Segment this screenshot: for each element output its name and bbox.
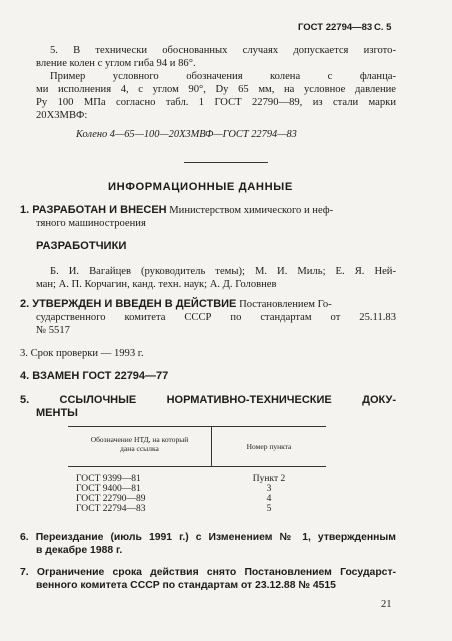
item5-line2: вление колен с углом гиба 94 и 86°.: [36, 58, 196, 69]
info-section2-head: 2. УТВЕРЖДЕН И ВВЕДЕН В ДЕЙСТВИЕ: [20, 298, 237, 310]
developers-heading: РАЗРАБОТЧИКИ: [36, 240, 127, 252]
table-row-doc: ГОСТ 9399—81: [76, 474, 141, 484]
info-section7-line2: венного комитета СССР по стандартам от 23.12.88 № 4515: [36, 580, 336, 591]
info-section2-line3: № 5517: [36, 325, 70, 336]
example-line2: ми исполнения 4, с углом 90°, Dу 65 мм, на условное давление: [36, 84, 396, 95]
example-designation: Колено 4—65—100—20Х3МВФ—ГОСТ 22794—83: [76, 129, 297, 140]
developers-line1: Б. И. Вагайцев (руководитель темы); М. И. Миль; Е. Я. Ней-: [50, 266, 396, 277]
example-line4: 20Х3МВФ:: [36, 110, 88, 121]
table-row-item: 4: [266, 494, 272, 504]
table-row-item: Пункт 2: [252, 474, 286, 484]
section-divider: [184, 162, 268, 163]
table-row-doc: ГОСТ 9400—81: [76, 484, 141, 494]
info-section2-tail: Постановлением Го-: [239, 299, 332, 310]
table-col2-values: [212, 474, 326, 514]
table-row-doc: ГОСТ 22794—83: [76, 504, 146, 514]
table-row-item: 5: [266, 504, 272, 514]
info-section1-head: 1. РАЗРАБОТАН И ВНЕСЕН: [20, 204, 167, 216]
page-header-gost: ГОСТ 22794—83: [298, 22, 373, 33]
info-section5-line1: 5. ССЫЛОЧНЫЕ НОРМАТИВНО-ТЕХНИЧЕСКИЕ ДОКУ-: [20, 394, 396, 406]
info-section3: 3. Срок проверки — 1993 г.: [20, 348, 144, 359]
info-section4: 4. ВЗАМЕН ГОСТ 22794—77: [20, 370, 169, 382]
page-header-page-ref: С. 5: [374, 22, 392, 33]
item5-line1: 5. В технически обоснованных случаях допускается изгото-: [50, 45, 396, 56]
info-section6-line1: 6. Переиздание (июль 1991 г.) с Изменением № 1, утвержденным: [20, 532, 396, 543]
info-section1-line1: [20, 204, 333, 217]
table-header-rule: [68, 466, 326, 467]
table-top-rule: [68, 426, 326, 427]
table-row-doc: ГОСТ 22790—89: [76, 494, 146, 504]
info-title: ИНФОРМАЦИОННЫЕ ДАННЫЕ: [108, 181, 293, 193]
info-section5-line2: МЕНТЫ: [36, 407, 78, 419]
table-row-item: 3: [266, 484, 272, 494]
developers-line2: ман; А. П. Корчагин, канд. техн. наук; А. Д. Головнев: [36, 279, 277, 290]
table-col1-header: Обозначение НТД, на который дана ссылка: [90, 435, 189, 453]
page-number: 21: [381, 599, 392, 610]
info-section2-line1: [20, 298, 332, 311]
example-line3: Pу 100 МПа согласно табл. 1 ГОСТ 22790—89, из стали марки: [36, 97, 396, 108]
example-line1: Пример условного обозначения колена с фланца-: [50, 71, 396, 82]
table-col2-header: Номер пункта: [246, 442, 292, 451]
info-section2-line2: сударственного комитета СССР по стандартам от 25.11.83: [36, 312, 396, 323]
info-section1-tail: Министерством химического и неф-: [169, 205, 334, 216]
info-section1-line2: тяного машиностроения: [36, 218, 146, 229]
info-section7-line1: 7. Ограничение срока действия снято Постановлением Государст-: [20, 567, 396, 578]
table-col1-values: [76, 474, 146, 514]
info-section6-line2: в декабре 1988 г.: [36, 545, 123, 556]
